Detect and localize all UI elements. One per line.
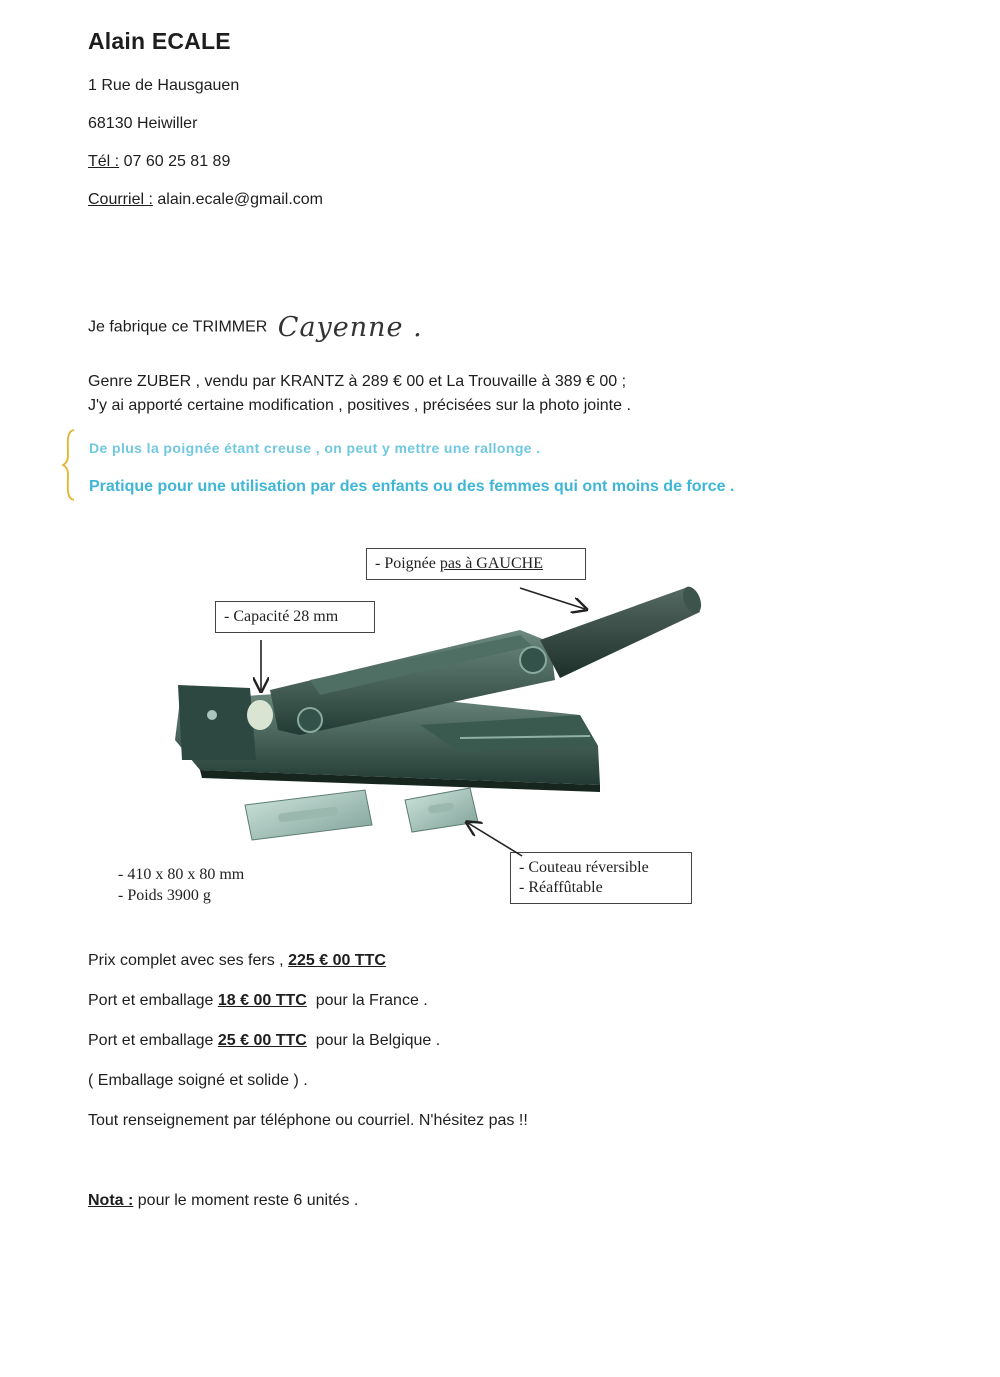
packaging-note: ( Emballage soigné et solide ) . xyxy=(88,1072,308,1089)
shipping-belgium-line xyxy=(88,1032,440,1050)
description-line-2: J'y ai apporté certaine modification , positives , précisées sur la photo jointe . xyxy=(88,397,631,414)
callout-handle-prefix: - Poignée xyxy=(375,555,440,572)
callout-capacity: - Capacité 28 mm xyxy=(215,601,375,633)
address-street: 1 Rue de Hausgauen xyxy=(88,77,240,94)
highlight-line-2: Pratique pour une utilisation par des enfants ou des femmes qui ont moins de force . xyxy=(89,478,735,495)
callout-blade-line-1: - Couteau réversible xyxy=(519,859,649,876)
shipping-belgium-value: 25 € 00 TTC xyxy=(217,1032,307,1049)
spec-weight: - Poids 3900 g xyxy=(118,887,211,904)
shipping-label: Port et emballage xyxy=(88,1032,214,1049)
contact-note: Tout renseignement par téléphone ou courriel. N'hésitez pas !! xyxy=(88,1112,528,1129)
arrow-blade xyxy=(468,823,522,856)
phone-label: Tél : xyxy=(88,153,120,170)
highlight-line-1: De plus la poignée étant creuse , on peut y mettre une rallonge . xyxy=(89,440,541,456)
handwritten-model-name: Cayenne . xyxy=(277,312,423,343)
phone-number: 07 60 25 81 89 xyxy=(123,153,231,170)
shipping-france-suffix: pour la France . xyxy=(315,992,428,1009)
author-name: Alain ECALE xyxy=(88,28,231,54)
nota-label: Nota : xyxy=(88,1192,134,1209)
description-line-1: Genre ZUBER , vendu par KRANTZ à 289 € 00 et La Trouvaille à 389 € 00 ; xyxy=(88,373,627,390)
callout-blade-line-2: - Réaffûtable xyxy=(519,879,603,896)
nota-line xyxy=(88,1192,358,1210)
email-address: alain.ecale@gmail.com xyxy=(157,191,324,208)
shipping-france-value: 18 € 00 TTC xyxy=(217,992,307,1009)
intro-text: Je fabrique ce TRIMMER xyxy=(88,318,268,336)
shipping-belgium-suffix: pour la Belgique . xyxy=(315,1032,441,1049)
price-value: 225 € 00 TTC xyxy=(288,952,386,969)
price-line xyxy=(88,952,386,970)
shipping-label: Port et emballage xyxy=(88,992,214,1009)
price-prefix: Prix complet avec ses fers , xyxy=(88,952,284,969)
nota-text: pour le moment reste 6 unités . xyxy=(137,1192,359,1209)
callout-handle-underlined: pas à GAUCHE xyxy=(439,555,543,572)
shipping-france-line xyxy=(88,992,428,1010)
spec-dimensions: - 410 x 80 x 80 mm xyxy=(118,866,245,883)
arrow-handle xyxy=(520,588,585,609)
email-label: Courriel : xyxy=(88,191,153,208)
address-city: 68130 Heiwiller xyxy=(88,115,198,132)
